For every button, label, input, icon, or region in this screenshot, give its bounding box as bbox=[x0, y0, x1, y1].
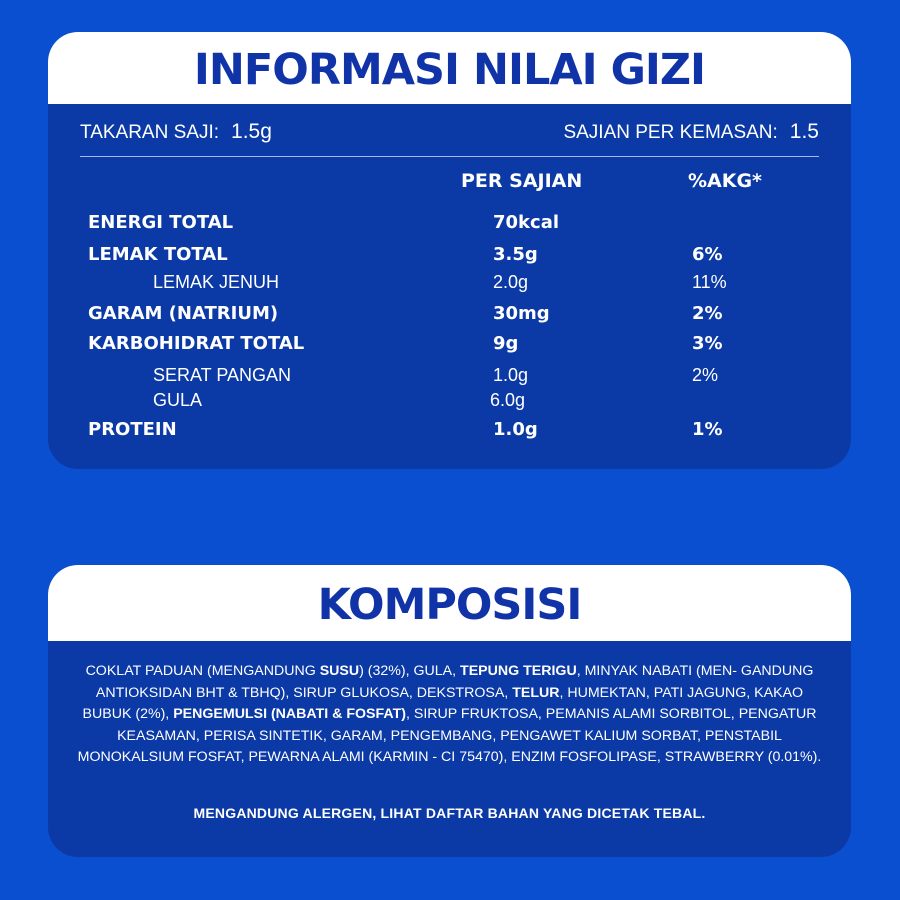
ingredient-segment: ) (32%), GULA, bbox=[359, 663, 461, 679]
nutrient-value: 2.0g bbox=[493, 272, 529, 292]
nutrition-title: INFORMASI NILAI GIZI bbox=[193, 45, 706, 95]
nutrient-value: 70kcal bbox=[493, 212, 560, 233]
serving-size bbox=[80, 120, 272, 144]
ingredient-segment: COKLAT PADUAN (MENGANDUNG bbox=[85, 663, 320, 679]
column-header-akg: %AKG* bbox=[688, 170, 762, 192]
nutrient-akg: 6% bbox=[692, 244, 723, 265]
serving-info bbox=[80, 120, 819, 144]
allergen-note: MENGANDUNG ALERGEN, LIHAT DAFTAR BAHAN YANG DICETAK TEBAL. bbox=[193, 805, 706, 821]
nutrition-facts-panel bbox=[48, 32, 851, 469]
nutrient-name: PROTEIN bbox=[88, 419, 177, 440]
divider bbox=[80, 156, 819, 157]
composition-header bbox=[48, 565, 851, 641]
nutrient-value: 1.0g bbox=[493, 365, 529, 385]
nutrient-name: KARBOHIDRAT TOTAL bbox=[88, 333, 305, 354]
nutrient-value: 9g bbox=[493, 333, 519, 354]
servings-label: SAJIAN PER KEMASAN: bbox=[563, 122, 778, 143]
nutrient-name: GARAM (NATRIUM) bbox=[88, 303, 279, 324]
nutrient-akg: 1% bbox=[692, 419, 723, 440]
composition-panel bbox=[48, 565, 851, 857]
ingredient-segment-bold: TEPUNG TERIGU bbox=[460, 663, 577, 679]
nutrient-name: GULA bbox=[153, 390, 203, 410]
nutrient-name: LEMAK TOTAL bbox=[88, 244, 228, 265]
nutrient-value: 1.0g bbox=[493, 419, 538, 440]
nutrient-name: ENERGI TOTAL bbox=[88, 212, 234, 233]
ingredient-segment: , HUMEKTAN, PATI JAGUNG, KAKAO BUBUK (2%), bbox=[82, 684, 804, 722]
nutrition-header bbox=[48, 32, 851, 104]
servings-value: 1.5 bbox=[789, 120, 819, 143]
nutrient-value: 3.5g bbox=[493, 244, 538, 265]
nutrient-akg: 2% bbox=[692, 365, 719, 385]
servings-per-pack bbox=[563, 120, 819, 144]
nutrient-value: 30mg bbox=[493, 303, 550, 324]
column-header-per-serving: PER SAJIAN bbox=[461, 170, 583, 192]
serving-size-value: 1.5g bbox=[231, 120, 272, 143]
nutrient-akg: 2% bbox=[692, 303, 723, 324]
nutrient-name: SERAT PANGAN bbox=[153, 365, 292, 385]
ingredient-segment-bold: SUSU bbox=[319, 663, 360, 679]
ingredient-segment-bold: TELUR bbox=[512, 684, 560, 701]
nutrient-akg: 3% bbox=[692, 333, 723, 354]
ingredient-segment: , SIRUP FRUKTOSA, PEMANIS ALAMI SORBITOL, PENGATUR KEASAMAN, PERISA SINTETIK, GARAM, PENGEMBANG, PENGAWET KALIUM SORBAT, PENSTABIL MONOKALSIUM FOSFAT, PEWARNA ALAMI (KARMIN - CI 75470), ENZIM FOSFOLIPASE, STRAWBERRY (0.01%). bbox=[77, 706, 822, 765]
ingredients-text bbox=[76, 661, 823, 769]
composition-title: KOMPOSISI bbox=[317, 580, 582, 630]
ingredient-segment: , MINYAK NABATI (MEN- GANDUNG ANTIOKSIDAN BHT & TBHQ), SIRUP GLUKOSA, DEKSTROSA, bbox=[95, 663, 814, 701]
nutrient-value: 6.0g bbox=[490, 390, 526, 410]
ingredient-segment-bold: PENGEMULSI (NABATI & FOSFAT) bbox=[173, 706, 406, 722]
serving-size-label: TAKARAN SAJI: bbox=[80, 122, 220, 143]
nutrient-name: LEMAK JENUH bbox=[153, 272, 280, 292]
nutrient-akg: 11% bbox=[692, 272, 727, 292]
